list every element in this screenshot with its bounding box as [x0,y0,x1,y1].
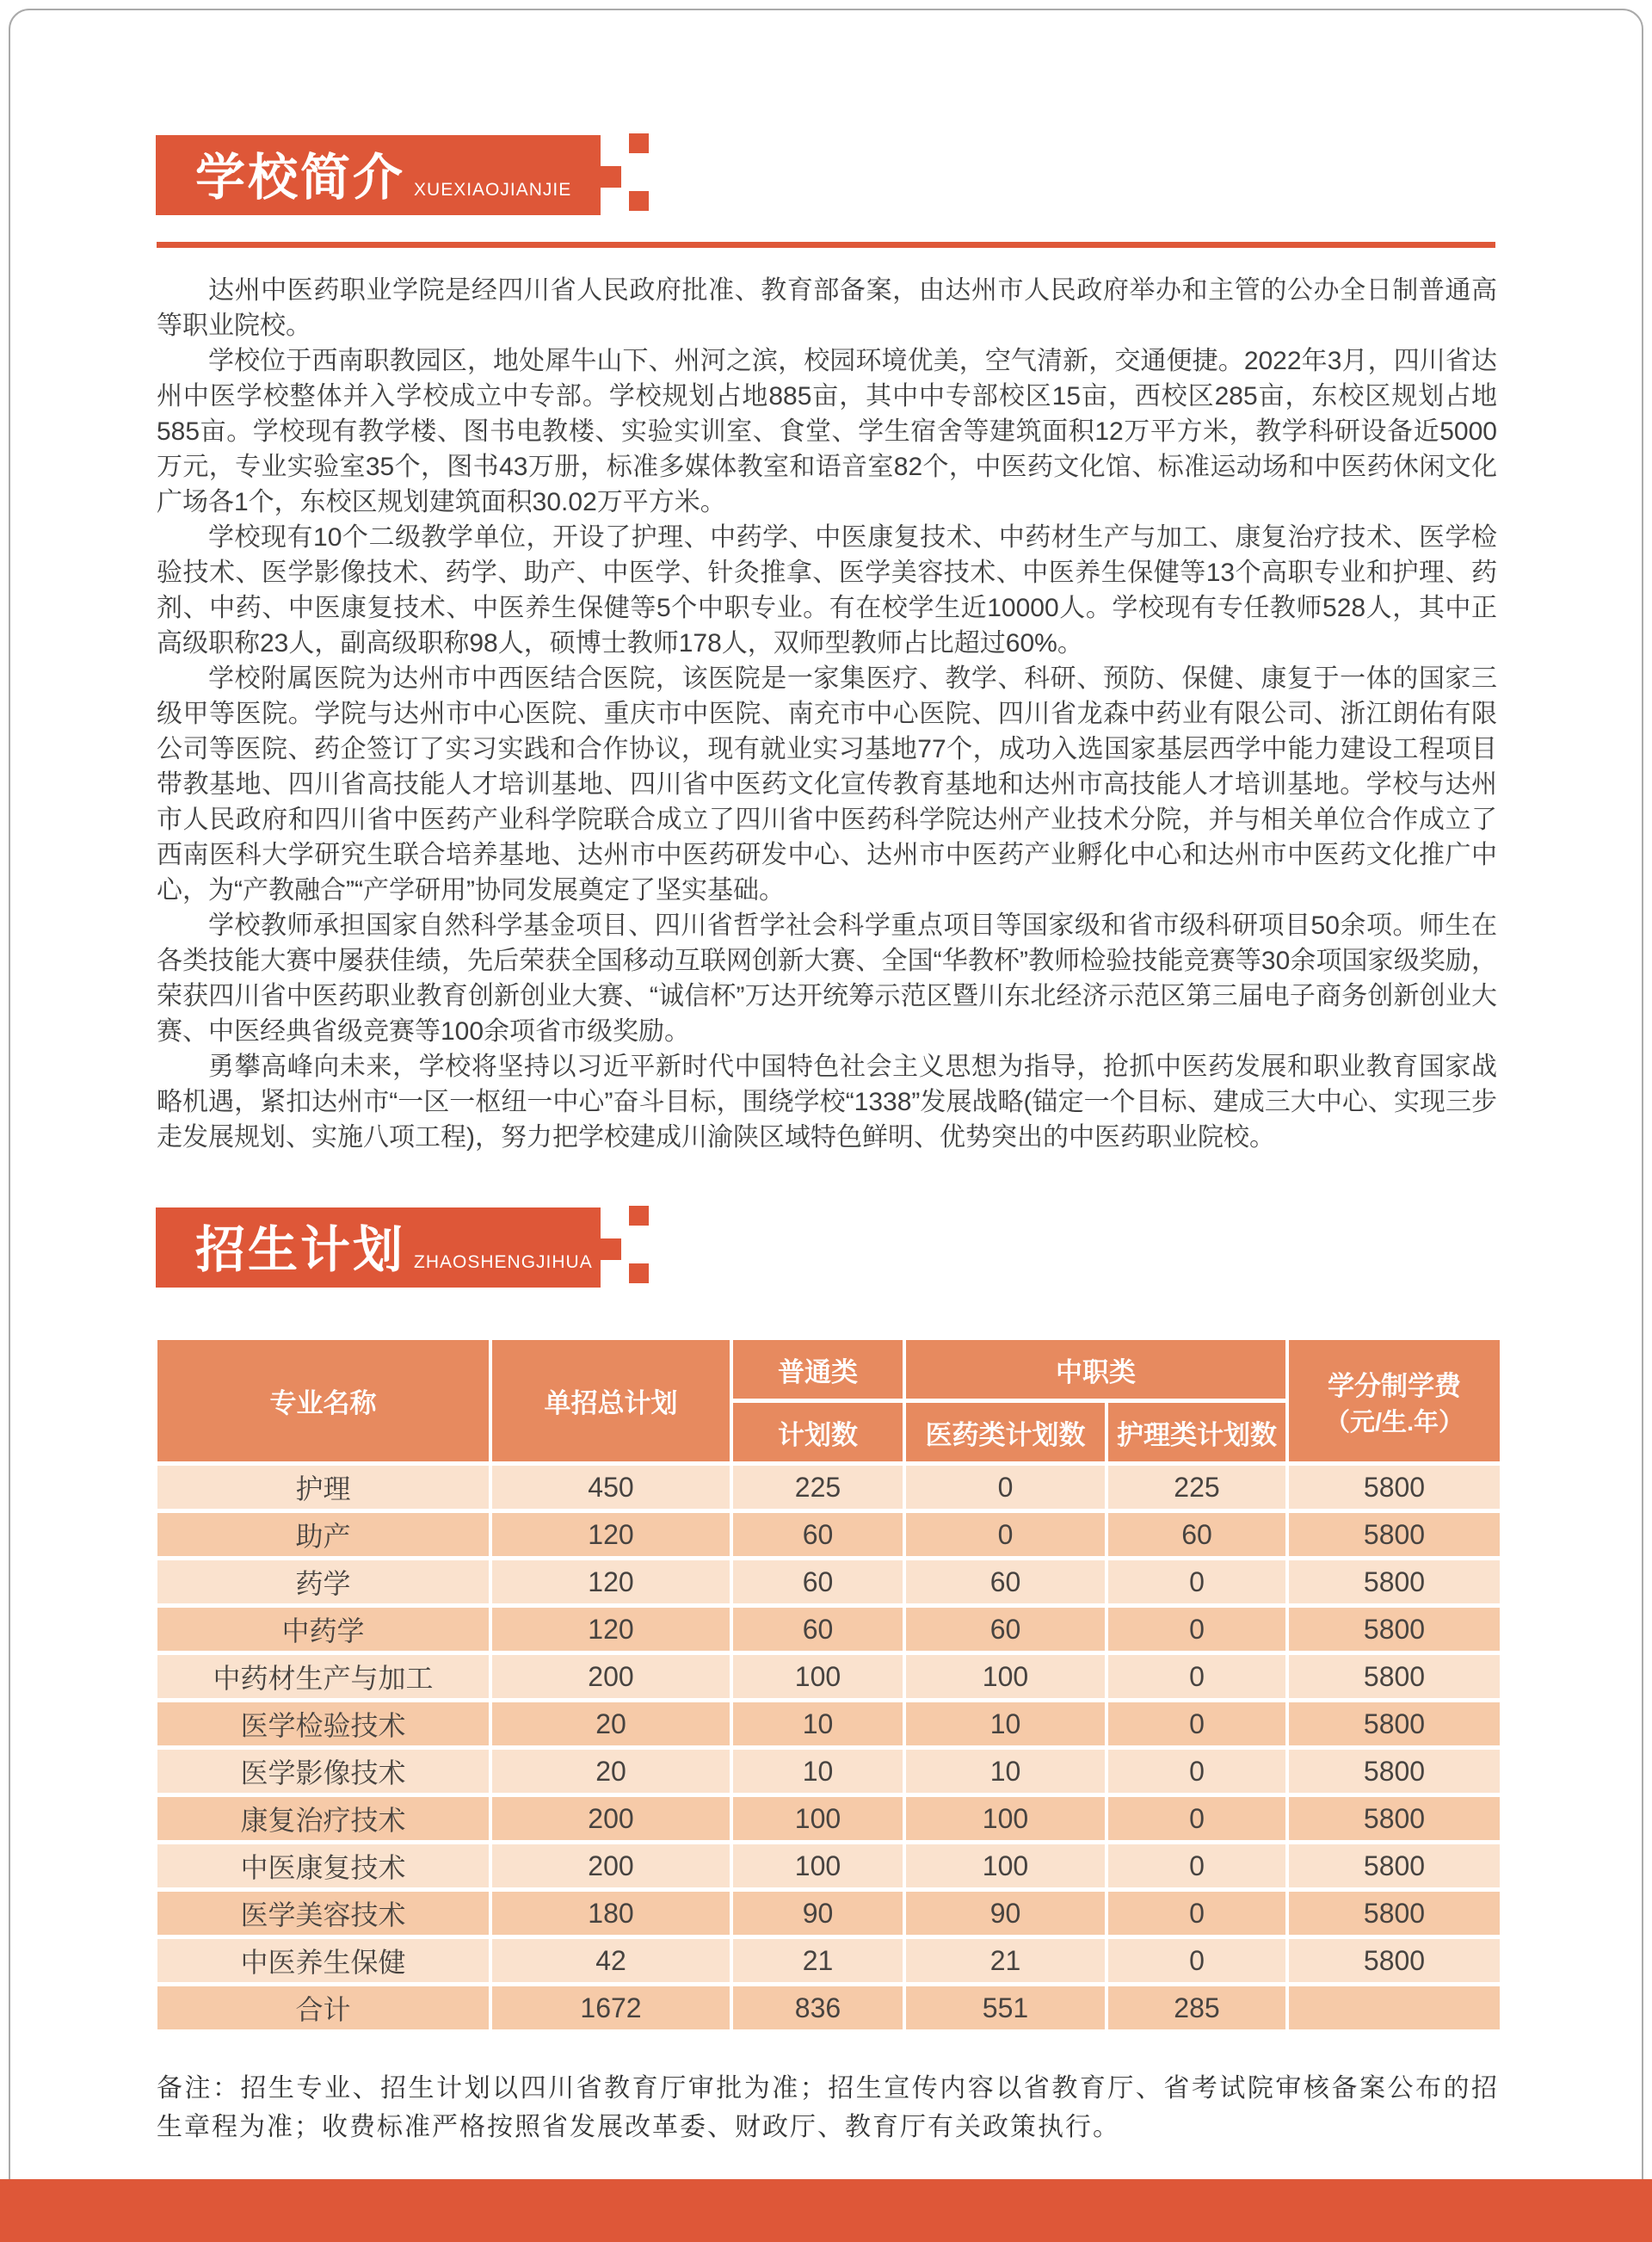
cell-general: 10 [733,1702,903,1745]
banner-deco-square [629,191,649,211]
cell-total: 200 [492,1655,730,1698]
col-header-med-sub: 医药类计划数 [906,1403,1105,1461]
cell-major: 助产 [157,1513,489,1556]
cell-med: 21 [906,1939,1105,1982]
cell-med: 551 [906,1986,1105,2029]
cell-major: 医学影像技术 [157,1750,489,1793]
cell-general: 100 [733,1797,903,1840]
cell-fee: 5800 [1289,1797,1500,1840]
cell-nursing: 285 [1108,1986,1285,2029]
cell-med: 100 [906,1797,1105,1840]
banner-deco-square [629,133,649,153]
col-header-secondary-group: 中职类 [906,1340,1285,1399]
cell-nursing: 0 [1108,1939,1285,1982]
cell-general: 90 [733,1892,903,1935]
cell-fee: 5800 [1289,1655,1500,1698]
cell-med: 60 [906,1608,1105,1651]
cell-major: 合计 [157,1986,489,2029]
cell-nursing: 225 [1108,1466,1285,1509]
section-banner-plan [156,1207,601,1288]
col-header-total: 单招总计划 [492,1340,730,1461]
cell-general: 10 [733,1750,903,1793]
table-row [157,1655,1500,1698]
cell-general: 60 [733,1560,903,1603]
table-row [157,1466,1500,1509]
table-row [157,1513,1500,1556]
cell-med: 60 [906,1560,1105,1603]
cell-nursing: 0 [1108,1560,1285,1603]
section-pinyin-plan: ZHAOSHENGJIHUA [414,1252,593,1272]
table-row [157,1892,1500,1935]
cell-major: 中医康复技术 [157,1844,489,1887]
cell-general: 100 [733,1844,903,1887]
cell-general: 225 [733,1466,903,1509]
cell-nursing: 0 [1108,1608,1285,1651]
cell-fee: 5800 [1289,1702,1500,1745]
cell-nursing: 0 [1108,1702,1285,1745]
cell-major: 药学 [157,1560,489,1603]
table-row [157,1939,1500,1982]
cell-total: 120 [492,1560,730,1603]
cell-general: 60 [733,1608,903,1651]
cell-major: 医学美容技术 [157,1892,489,1935]
bottom-accent-bar [0,2179,1652,2242]
cell-fee: 5800 [1289,1939,1500,1982]
cell-major: 医学检验技术 [157,1702,489,1745]
intro-paragraph: 勇攀高峰向未来，学校将坚持以习近平新时代中国特色社会主义思想为指导，抢抓中医药发展和职业教育国家战略机遇，紧扣达州市“一区一枢纽一中心”奋斗目标，围绕学校“1338”发展战略(锚定一个目标、建成三大中心、实现三步走发展规划、实施八项工程)，努力把学校建成川渝陕区域特色鲜明、优势突出的中医药职业院校。 [157,1053,1497,1152]
cell-major: 中医养生保健 [157,1939,489,1982]
cell-fee: 5800 [1289,1466,1500,1509]
cell-med: 0 [906,1466,1105,1509]
cell-major: 中药材生产与加工 [157,1655,489,1698]
cell-general: 21 [733,1939,903,1982]
section-title-intro: 学校简介 [195,148,406,207]
cell-major: 中药学 [157,1608,489,1651]
cell-total: 200 [492,1844,730,1887]
table-row-total [157,1986,1500,2029]
table-row [157,1844,1500,1887]
fee-header-line2: （元/生.年） [1324,1408,1464,1436]
remark-note: 备注：招生专业、招生计划以四川省教育厅审批为准；招生宣传内容以省教育厅、省考试院审核备案公布的招生章程为准；收费标准严格按照省发展改革委、财政厅、教育厅有关政策执行。 [157,2073,1499,2142]
cell-total: 120 [492,1513,730,1556]
cell-nursing: 0 [1108,1655,1285,1698]
cell-fee: 5800 [1289,1560,1500,1603]
cell-total: 200 [492,1797,730,1840]
cell-total: 1672 [492,1986,730,2029]
cell-fee: 5800 [1289,1608,1500,1651]
cell-total: 180 [492,1892,730,1935]
cell-med: 90 [906,1892,1105,1935]
cell-general: 100 [733,1655,903,1698]
cell-total: 450 [492,1466,730,1509]
section-pinyin-intro: XUEXIAOJIANJIE [414,180,572,200]
cell-total: 120 [492,1608,730,1651]
col-header-general-sub: 计划数 [733,1403,903,1461]
school-introduction-text [157,273,1497,1155]
cell-nursing: 0 [1108,1892,1285,1935]
table-row [157,1560,1500,1603]
cell-general: 836 [733,1986,903,2029]
cell-fee: 5800 [1289,1513,1500,1556]
cell-general: 60 [733,1513,903,1556]
cell-nursing: 0 [1108,1750,1285,1793]
cell-major: 护理 [157,1466,489,1509]
cell-major: 康复治疗技术 [157,1797,489,1840]
intro-paragraph: 学校位于西南职教园区，地处犀牛山下、州河之滨，校园环境优美，空气清新，交通便捷。2022年3月，四川省达州中医学校整体并入学校成立中专部。学校规划占地885亩，其中中专部校区15亩，西校区285亩，东校区规划占地585亩。学校现有教学楼、图书电教楼、实验实训室、食堂、学生宿舍等建筑面积12万平方米，教学科研设备近5000万元，专业实验室35个，图书43万册，标准多媒体教室和语音室82个，中医药文化馆、标准运动场和中医药休闲文化广场各1个，东校区规划建筑面积30.02万平方米。 [157,347,1497,516]
section-banner-intro [156,135,601,215]
table-row [157,1702,1500,1745]
cell-med: 100 [906,1844,1105,1887]
cell-nursing: 0 [1108,1797,1285,1840]
cell-fee: 5800 [1289,1844,1500,1887]
cell-med: 10 [906,1750,1105,1793]
banner-deco-square [629,1263,649,1283]
cell-nursing: 0 [1108,1844,1285,1887]
cell-fee: 5800 [1289,1892,1500,1935]
intro-paragraph: 学校现有10个二级教学单位，开设了护理、中药学、中医康复技术、中药材生产与加工、康复治疗技术、医学检验技术、医学影像技术、药学、助产、中医学、针灸推拿、医学美容技术、中医养生保健等13个高职专业和护理、药剂、中药、中医康复技术、中医养生保健等5个中职专业。有在校学生近10000人。学校现有专任教师528人，其中正高级职称23人，副高级职称98人，硕博士教师178人，双师型教师占比超过60%。 [157,523,1497,658]
cell-med: 10 [906,1702,1105,1745]
col-header-major: 专业名称 [157,1340,489,1461]
table-row [157,1797,1500,1840]
cell-med: 100 [906,1655,1105,1698]
section-title-plan: 招生计划 [195,1220,406,1279]
table-row [157,1750,1500,1793]
banner-deco-square [600,1238,621,1260]
cell-fee: 5800 [1289,1750,1500,1793]
table-row [157,1608,1500,1651]
cell-total: 20 [492,1750,730,1793]
col-header-nursing-sub: 护理类计划数 [1108,1403,1285,1461]
intro-paragraph: 学校附属医院为达州市中西医结合医院，该医院是一家集医疗、教学、科研、预防、保健、康复于一体的国家三级甲等医院。学院与达州市中心医院、重庆市中医院、南充市中心医院、四川省龙森中药业有限公司、浙江朗佑有限公司等医院、药企签订了实习实践和合作协议，现有就业实习基地77个，成功入选国家基层西学中能力建设工程项目带教基地、四川省高技能人才培训基地、四川省中医药文化宣传教育基地和达州市高技能人才培训基地。学校与达州市人民政府和四川省中医药产业科学院联合成立了四川省中医药科学院达州产业技术分院，并与相关单位合作成立了西南医科大学研究生联合培养基地、达州市中医药研发中心、达州市中医药产业孵化中心和达州市中医药文化推广中心，为“产教融合”“产学研用”协同发展奠定了坚实基础。 [157,664,1497,905]
col-header-general-group: 普通类 [733,1340,903,1399]
banner-deco-square [600,166,621,188]
fee-header-line1: 学分制学费 [1328,1370,1461,1401]
intro-paragraph: 学校教师承担国家自然科学基金项目、四川省哲学社会科学重点项目等国家级和省市级科研项目50余项。师生在各类技能大赛中屡获佳绩，先后荣获全国移动互联网创新大赛、全国“华教杯”教师检验技能竞赛等30余项国家级奖励，荣获四川省中医药职业教育创新创业大赛、“诚信杯”万达开统筹示范区暨川东北经济示范区第三届电子商务创新创业大赛、中医经典省级竞赛等100余项省市级奖励。 [157,911,1497,1046]
cell-fee [1289,1986,1500,2029]
section-divider-line [157,242,1495,248]
cell-total: 42 [492,1939,730,1982]
cell-total: 20 [492,1702,730,1745]
col-header-fee [1289,1340,1500,1461]
banner-deco-square [629,1206,649,1226]
enrollment-plan-table [154,1336,1500,2034]
cell-med: 0 [906,1513,1105,1556]
intro-paragraph: 达州中医药职业学院是经四川省人民政府批准、教育部备案，由达州市人民政府举办和主管的公办全日制普通高等职业院校。 [157,276,1497,340]
cell-nursing: 60 [1108,1513,1285,1556]
